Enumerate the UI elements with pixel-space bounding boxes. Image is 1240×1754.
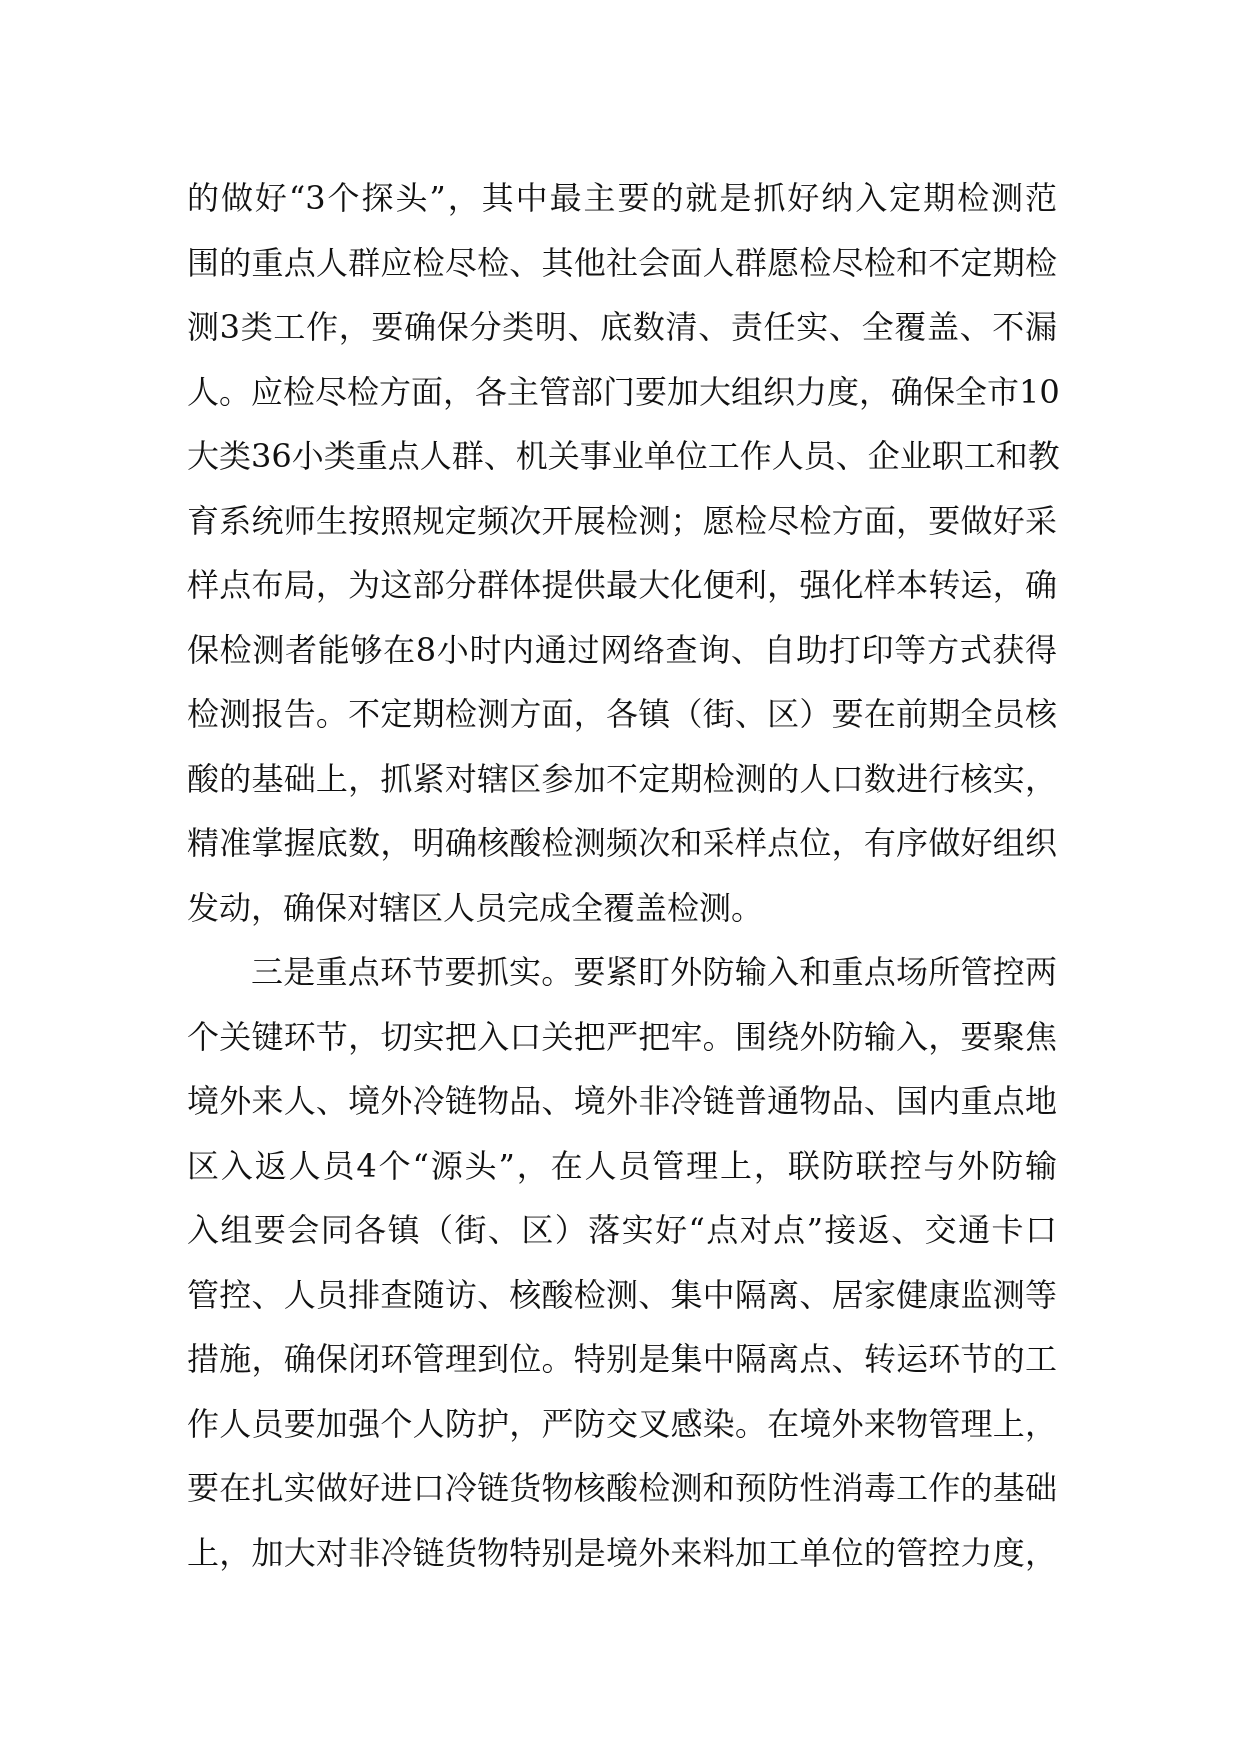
text-line: 管控、人员排查随访、核酸检测、集中隔离、居家健康监测等 — [187, 1275, 1057, 1314]
text-line: 入组要会同各镇（街、区）落实好“点对点”接返、交通卡口 — [187, 1211, 1057, 1249]
text-line: 大类36小类重点人群、机关事业单位工作人员、企业职工和教 — [187, 437, 1060, 475]
text-line: 育系统师生按照规定频次开展检测；愿检尽检方面，要做好采 — [187, 501, 1057, 540]
text-line: 要在扎实做好进口冷链货物核酸检测和预防性消毒工作的基础 — [187, 1469, 1057, 1507]
text-line: 上，加大对非冷链货物特别是境外来料加工单位的管控力度， — [187, 1533, 1057, 1572]
text-line: 围的重点人群应检尽检、其他社会面人群愿检尽检和不定期检 — [187, 243, 1057, 282]
text-line: 措施，确保闭环管理到位。特别是集中隔离点、转运环节的工 — [187, 1340, 1057, 1378]
text-line: 的做好“3个探头”，其中最主要的就是抓好纳入定期检测范 — [187, 179, 1057, 217]
text-line: 作人员要加强个人防护，严防交叉感染。在境外来物管理上， — [187, 1404, 1057, 1443]
text-line: 个关键环节，切实把入口关把严把牢。围绕外防输入，要聚焦 — [187, 1017, 1057, 1056]
text-line: 保检测者能够在8小时内通过网络查询、自助打印等方式获得 — [187, 630, 1057, 669]
text-line: 人。应检尽检方面，各主管部门要加大组织力度，确保全市10 — [187, 372, 1060, 411]
text-line: 检测报告。不定期检测方面，各镇（街、区）要在前期全员核 — [187, 695, 1057, 733]
paragraph-start-line: 三是重点环节要抓实。要紧盯外防输入和重点场所管控两 — [251, 953, 1057, 991]
text-line: 精准掌握底数，明确核酸检测频次和采样点位，有序做好组织 — [187, 824, 1057, 862]
text-line: 境外来人、境外冷链物品、境外非冷链普通物品、国内重点地 — [187, 1082, 1057, 1120]
body-text — [187, 166, 1060, 1585]
text-line: 测3类工作，要确保分类明、底数清、责任实、全覆盖、不漏 — [187, 308, 1057, 346]
paragraph-end-line: 发动，确保对辖区人员完成全覆盖检测。 — [187, 888, 764, 927]
text-line: 样点布局，为这部分群体提供最大化便利，强化样本转运，确 — [187, 566, 1057, 604]
text-line: 酸的基础上，抓紧对辖区参加不定期检测的人口数进行核实， — [187, 759, 1057, 798]
text-line: 区入返人员4个“源头”，在人员管理上，联防联控与外防输 — [187, 1146, 1057, 1185]
